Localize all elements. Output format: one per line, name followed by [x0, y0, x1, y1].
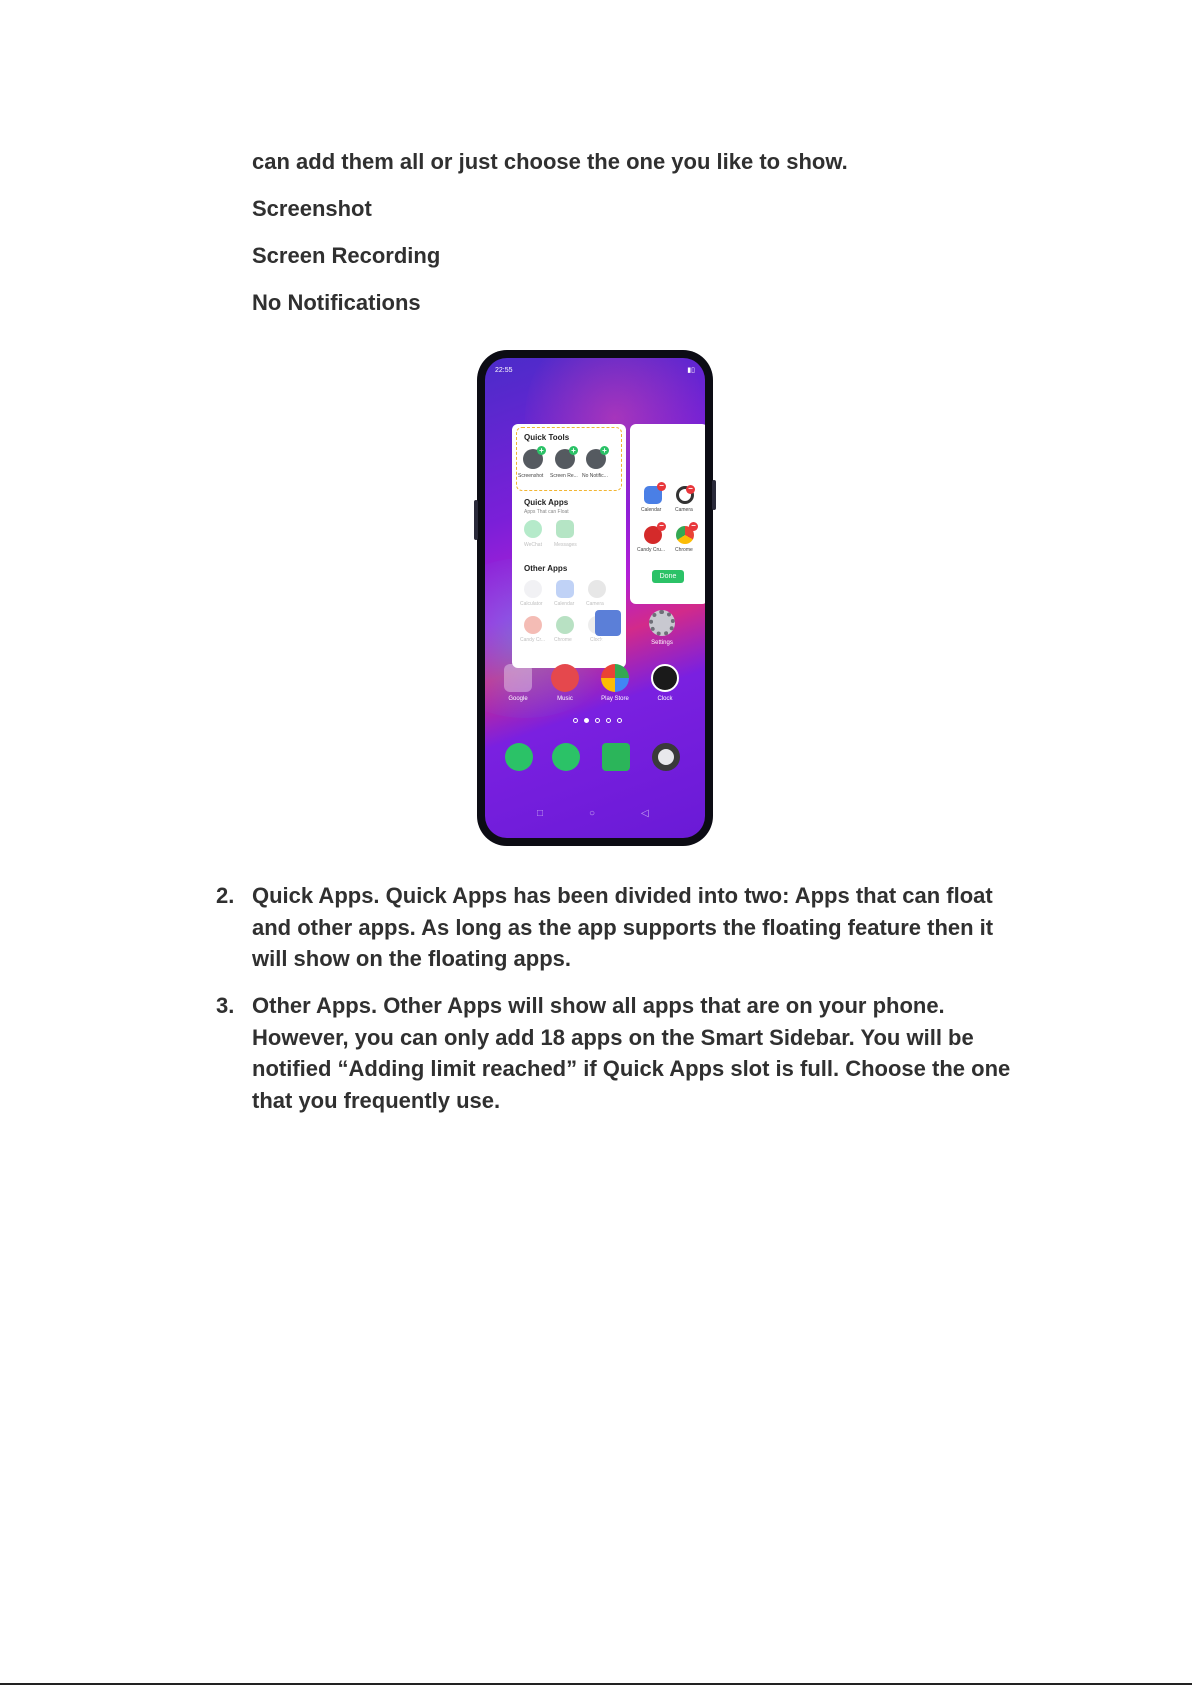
status-bar — [495, 364, 695, 376]
app-label: Candy Cr... — [520, 637, 546, 643]
phone-screen — [485, 358, 705, 838]
list-item-quick-apps — [216, 880, 1036, 975]
list-line: will show on the floating apps. — [252, 946, 571, 971]
home-icon[interactable]: ○ — [589, 808, 596, 819]
no-notifications-tool-icon[interactable] — [586, 446, 607, 469]
messages-dock-icon[interactable] — [602, 743, 630, 771]
page-indicator-dot[interactable] — [617, 718, 622, 723]
list-line: notified “Adding limit reached” if Quick Apps slot is full. Choose the one — [252, 1056, 1011, 1081]
remove-icon[interactable]: − — [686, 485, 695, 494]
app-label: Calendar — [641, 507, 662, 513]
wechat-dock-icon[interactable] — [505, 743, 533, 771]
page-indicator-dot[interactable] — [573, 718, 578, 723]
list-item-other-apps — [216, 990, 1036, 1116]
play-store-icon[interactable] — [601, 664, 629, 692]
camera-icon[interactable] — [676, 486, 694, 504]
add-icon[interactable]: + — [569, 446, 578, 455]
list-line: Quick Apps. Quick Apps has been divided into two: Apps that can float — [252, 883, 993, 908]
page-indicator-dot-active[interactable] — [584, 718, 589, 723]
calendar-icon[interactable] — [556, 580, 574, 598]
phone-side-button — [712, 480, 716, 510]
camera-icon[interactable] — [588, 580, 606, 598]
other-apps-title: Other Apps — [524, 564, 568, 573]
phone-screenshot — [477, 350, 713, 846]
sidebar-preview-panel — [630, 424, 705, 604]
quick-apps-subtitle: Apps That can Float — [524, 509, 569, 515]
back-icon[interactable]: ◁ — [641, 808, 649, 819]
intro-item-no-notifications: No Notifications — [252, 290, 421, 315]
music-icon[interactable] — [551, 664, 579, 692]
remove-icon[interactable]: − — [657, 522, 666, 531]
quick-tools-title: Quick Tools — [524, 433, 570, 442]
recent-apps-icon[interactable]: □ — [537, 808, 544, 819]
intro-item-screen-recording: Screen Recording — [252, 243, 441, 268]
screenshot-tool-icon[interactable] — [523, 446, 544, 469]
intro-item-screenshot: Screenshot — [252, 196, 372, 221]
app-label: Clock — [590, 637, 603, 643]
tool-label: Screen Re... — [550, 473, 578, 479]
list-line: Other Apps. Other Apps will show all apps that are on your phone. — [252, 993, 945, 1018]
home-app-label: Photos — [598, 640, 618, 646]
app-label: Chrome — [675, 547, 693, 553]
home-app-label: Play Store — [601, 696, 629, 702]
app-label: WeChat — [524, 542, 542, 548]
done-button[interactable]: Done — [652, 570, 684, 583]
settings-gear-icon[interactable] — [649, 610, 675, 636]
page-indicator-dot[interactable] — [606, 718, 611, 723]
status-time: 22:55 — [495, 366, 513, 374]
candy-crush-icon[interactable] — [524, 616, 542, 634]
app-label: Messages — [554, 542, 577, 548]
list-text — [252, 990, 1036, 1116]
battery-icon: ▮▯ — [687, 367, 695, 374]
candy-crush-icon[interactable] — [644, 521, 664, 544]
wechat-icon[interactable] — [524, 520, 542, 538]
app-label: Chrome — [554, 637, 572, 643]
home-app-label: Music — [557, 696, 573, 702]
phone-dock-icon[interactable] — [552, 743, 580, 771]
app-label: Candy Cru... — [637, 547, 666, 553]
calendar-icon[interactable] — [644, 481, 664, 504]
phone-side-button — [474, 500, 478, 540]
list-line: However, you can only add 18 apps on the Smart Sidebar. You will be — [252, 1024, 974, 1050]
app-label: Camera — [586, 601, 604, 607]
app-label: Camera — [675, 507, 693, 513]
list-number: 2. — [216, 883, 235, 908]
app-label: Calendar — [554, 601, 575, 607]
camera-dock-icon[interactable] — [652, 743, 680, 771]
home-app-label: Settings — [651, 640, 673, 646]
list-line: that you frequently use. — [252, 1087, 501, 1113]
clock-icon[interactable] — [651, 664, 679, 692]
list-number: 3. — [216, 993, 235, 1018]
list-text — [252, 880, 1036, 975]
home-app-label: Clock — [657, 696, 673, 702]
screen-recording-tool-icon[interactable] — [555, 446, 576, 469]
chrome-icon[interactable] — [556, 616, 574, 634]
quick-apps-title: Quick Apps — [524, 498, 569, 507]
app-label: Calculator — [520, 601, 543, 607]
photos-icon[interactable] — [595, 610, 621, 636]
home-app-label: Google — [508, 696, 528, 702]
chrome-icon[interactable] — [676, 521, 696, 544]
page-indicator-dot[interactable] — [595, 718, 600, 723]
remove-icon[interactable]: − — [689, 522, 698, 531]
google-folder-icon[interactable] — [504, 664, 532, 692]
tool-label: No Notific... — [582, 473, 608, 479]
calculator-icon[interactable] — [524, 580, 542, 598]
tool-label: Screenshot — [518, 473, 544, 479]
remove-icon[interactable]: − — [657, 482, 666, 491]
list-line: and other apps. As long as the app supports the floating feature then it — [252, 914, 994, 940]
intro-line: can add them all or just choose the one you like to show. — [252, 149, 848, 174]
add-icon[interactable]: + — [600, 446, 609, 455]
add-icon[interactable]: + — [537, 446, 546, 455]
messages-icon[interactable] — [556, 520, 574, 538]
